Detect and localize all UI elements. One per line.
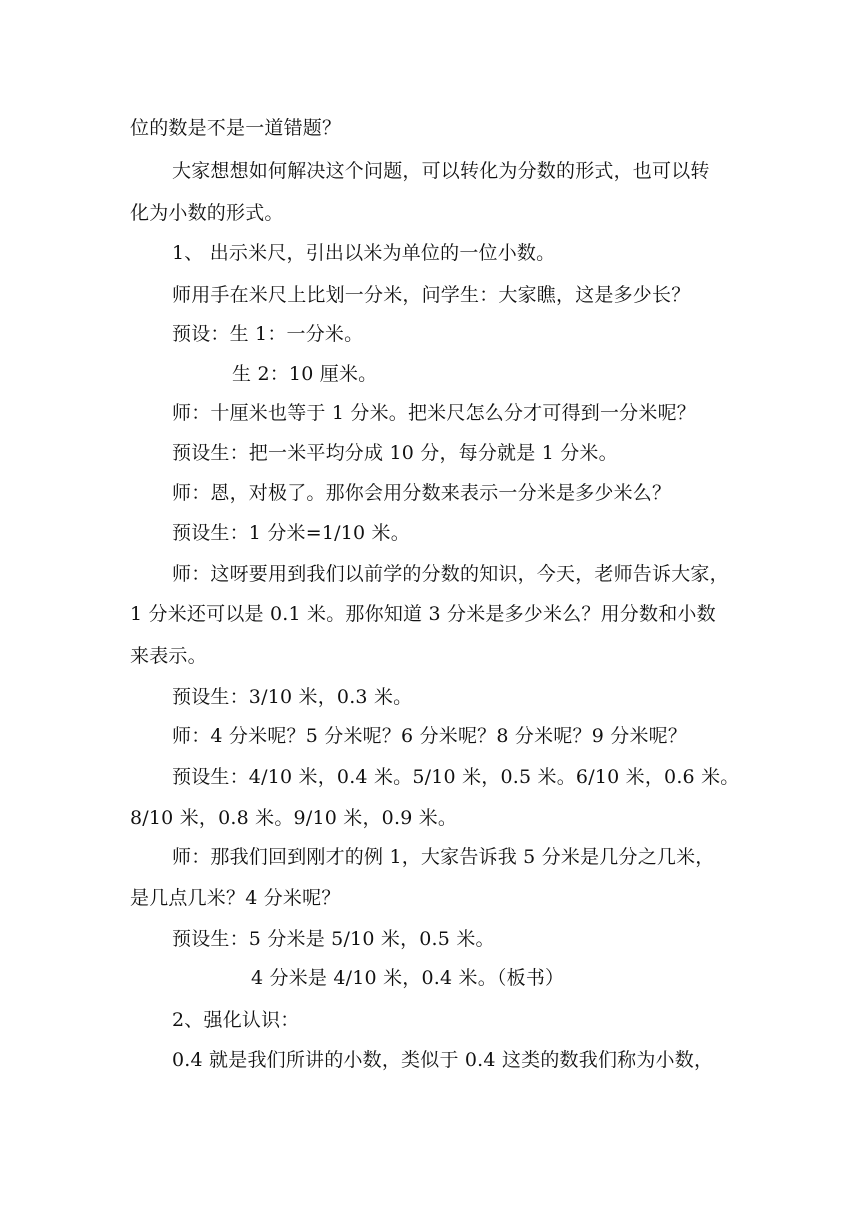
text-line: 来表示。 — [130, 645, 207, 667]
text-line: 师：4 分米呢？5 分米呢？6 分米呢？8 分米呢？9 分米呢？ — [172, 725, 688, 747]
text-line: 8/10 米，0.8 米。9/10 米，0.9 米。 — [130, 807, 458, 829]
text-line: 预设生：把一米平均分成 10 分，每分就是 1 分米。 — [172, 442, 618, 464]
text-line: 位的数是不是一道错题？ — [130, 117, 342, 139]
section-heading: 2、强化认识： — [172, 1009, 300, 1031]
text-line: 4 分米是 4/10 米，0.4 米。（板书） — [251, 967, 565, 989]
text-line: 师：十厘米也等于 1 分米。把米尺怎么分才可得到一分米呢？ — [172, 402, 696, 424]
text-line: 1 分米还可以是 0.1 米。那你知道 3 分米是多少米么？用分数和小数 — [130, 603, 716, 625]
text-line: 预设生：1 分米=1/10 米。 — [172, 522, 410, 544]
text-line: 预设生：5 分米是 5/10 米，0.5 米。 — [172, 928, 495, 950]
text-line: 生 2：10 厘米。 — [232, 363, 378, 385]
text-line: 师：这呀要用到我们以前学的分数的知识，今天，老师告诉大家， — [172, 563, 729, 585]
text-line: 师：恩，对极了。那你会用分数来表示一分米是多少米么？ — [172, 482, 672, 504]
text-line: 预设生：4/10 米，0.4 米。5/10 米，0.5 米。6/10 米，0.6 米。 — [172, 766, 740, 788]
text-line: 化为小数的形式。 — [130, 202, 284, 224]
text-line: 师：那我们回到刚才的例 1，大家告诉我 5 分米是几分之几米， — [172, 846, 715, 868]
text-line: 大家想想如何解决这个问题，可以转化为分数的形式，也可以转 — [172, 160, 710, 182]
text-line: 预设生：3/10 米，0.3 米。 — [172, 686, 413, 708]
text-line: 师用手在米尺上比划一分米，问学生：大家瞧，这是多少长？ — [172, 284, 691, 306]
text-line: 0.4 就是我们所讲的小数，类似于 0.4 这类的数我们称为小数， — [172, 1049, 714, 1071]
text-line: 预设：生 1：一分米。 — [172, 323, 364, 345]
section-heading: 1、 出示米尺，引出以米为单位的一位小数。 — [172, 242, 556, 264]
text-line: 是几点几米？4 分米呢？ — [130, 887, 341, 909]
